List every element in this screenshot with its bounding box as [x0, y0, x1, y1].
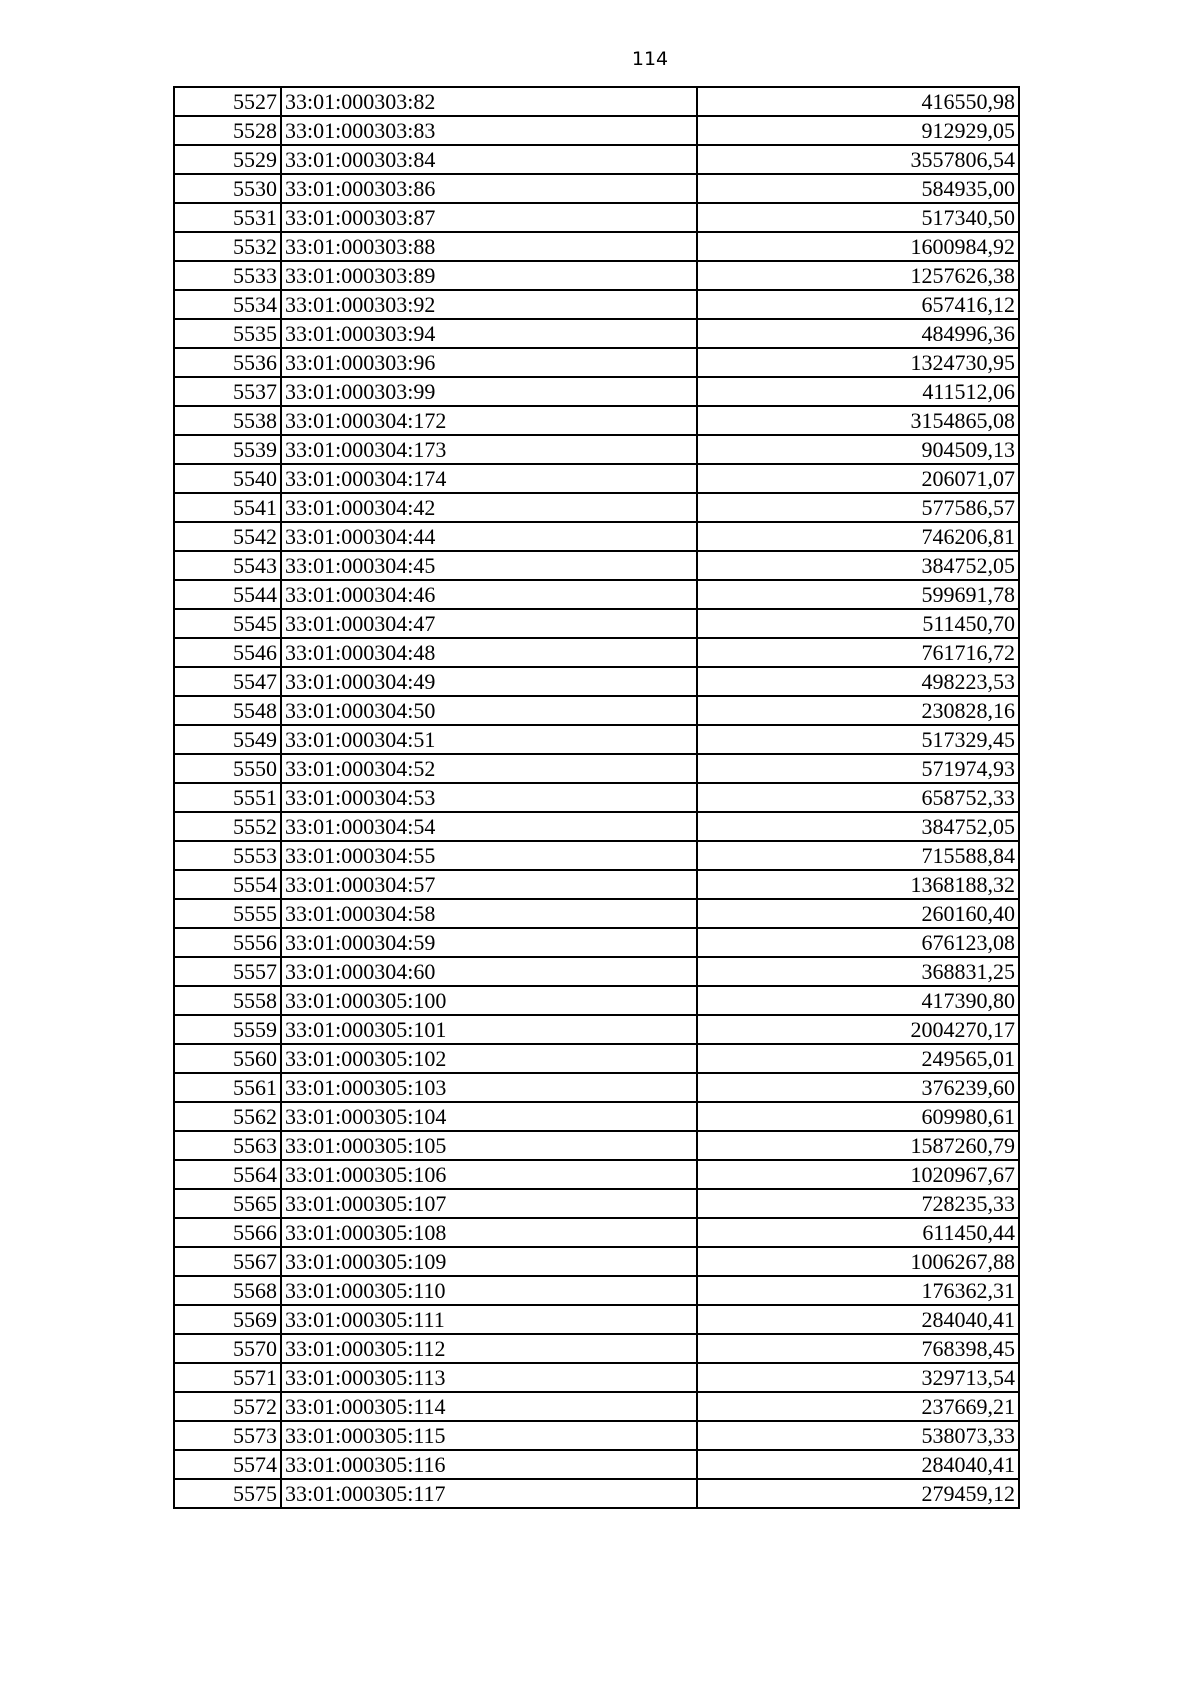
row-number-cell: 5575 — [174, 1479, 281, 1508]
cadastral-number-cell: 33:01:000304:52 — [281, 754, 697, 783]
row-number-cell: 5552 — [174, 812, 281, 841]
cadastral-number-cell: 33:01:000303:82 — [281, 87, 697, 116]
cadastral-number-cell: 33:01:000305:114 — [281, 1392, 697, 1421]
cadastral-number-cell: 33:01:000303:92 — [281, 290, 697, 319]
table-row — [174, 899, 1019, 928]
cadastral-number-cell: 33:01:000305:116 — [281, 1450, 697, 1479]
table-row — [174, 841, 1019, 870]
row-number-cell: 5557 — [174, 957, 281, 986]
row-number-cell: 5531 — [174, 203, 281, 232]
cadastral-number-cell: 33:01:000305:103 — [281, 1073, 697, 1102]
cadastral-number-cell: 33:01:000305:105 — [281, 1131, 697, 1160]
row-number-cell: 5547 — [174, 667, 281, 696]
row-number-cell: 5536 — [174, 348, 281, 377]
cadastral-number-cell: 33:01:000305:117 — [281, 1479, 697, 1508]
table-row — [174, 812, 1019, 841]
row-number-cell: 5571 — [174, 1363, 281, 1392]
cadastral-number-cell: 33:01:000304:57 — [281, 870, 697, 899]
table-row — [174, 551, 1019, 580]
row-number-cell: 5572 — [174, 1392, 281, 1421]
cadastral-value-cell: 1020967,67 — [697, 1160, 1019, 1189]
table-row — [174, 609, 1019, 638]
cadastral-value-cell: 658752,33 — [697, 783, 1019, 812]
cadastral-number-cell: 33:01:000304:46 — [281, 580, 697, 609]
table-row — [174, 522, 1019, 551]
row-number-cell: 5548 — [174, 696, 281, 725]
cadastral-value-cell: 761716,72 — [697, 638, 1019, 667]
row-number-cell: 5527 — [174, 87, 281, 116]
cadastral-value-cell: 206071,07 — [697, 464, 1019, 493]
cadastral-number-cell: 33:01:000305:107 — [281, 1189, 697, 1218]
row-number-cell: 5530 — [174, 174, 281, 203]
row-number-cell: 5570 — [174, 1334, 281, 1363]
cadastral-number-cell: 33:01:000305:101 — [281, 1015, 697, 1044]
cadastral-value-cell: 609980,61 — [697, 1102, 1019, 1131]
cadastral-number-cell: 33:01:000303:94 — [281, 319, 697, 348]
row-number-cell: 5538 — [174, 406, 281, 435]
cadastral-value-cell: 538073,33 — [697, 1421, 1019, 1450]
cadastral-value-cell: 517340,50 — [697, 203, 1019, 232]
cadastral-value-cell: 260160,40 — [697, 899, 1019, 928]
cadastral-number-cell: 33:01:000303:83 — [281, 116, 697, 145]
row-number-cell: 5543 — [174, 551, 281, 580]
table-row — [174, 203, 1019, 232]
cadastral-number-cell: 33:01:000304:42 — [281, 493, 697, 522]
cadastral-number-cell: 33:01:000304:51 — [281, 725, 697, 754]
row-number-cell: 5545 — [174, 609, 281, 638]
row-number-cell: 5564 — [174, 1160, 281, 1189]
table-row — [174, 435, 1019, 464]
cadastral-number-cell: 33:01:000304:60 — [281, 957, 697, 986]
cadastral-value-cell: 230828,16 — [697, 696, 1019, 725]
table-row — [174, 145, 1019, 174]
row-number-cell: 5529 — [174, 145, 281, 174]
table-row — [174, 1131, 1019, 1160]
cadastral-value-cell: 1600984,92 — [697, 232, 1019, 261]
cadastral-value-cell: 1006267,88 — [697, 1247, 1019, 1276]
row-number-cell: 5546 — [174, 638, 281, 667]
cadastral-value-cell: 3154865,08 — [697, 406, 1019, 435]
cadastral-number-cell: 33:01:000305:100 — [281, 986, 697, 1015]
cadastral-value-cell: 411512,06 — [697, 377, 1019, 406]
cadastral-value-cell: 657416,12 — [697, 290, 1019, 319]
cadastral-number-cell: 33:01:000304:53 — [281, 783, 697, 812]
row-number-cell: 5555 — [174, 899, 281, 928]
table-row — [174, 1218, 1019, 1247]
cadastral-value-cell: 1368188,32 — [697, 870, 1019, 899]
cadastral-value-cell: 1257626,38 — [697, 261, 1019, 290]
cadastral-value-cell: 904509,13 — [697, 435, 1019, 464]
cadastral-value-cell: 1587260,79 — [697, 1131, 1019, 1160]
row-number-cell: 5532 — [174, 232, 281, 261]
table-row — [174, 1189, 1019, 1218]
cadastral-value-cell: 1324730,95 — [697, 348, 1019, 377]
cadastral-number-cell: 33:01:000305:102 — [281, 1044, 697, 1073]
table-row — [174, 1044, 1019, 1073]
cadastral-number-cell: 33:01:000303:88 — [281, 232, 697, 261]
cadastral-number-cell: 33:01:000304:172 — [281, 406, 697, 435]
table-row — [174, 261, 1019, 290]
row-number-cell: 5561 — [174, 1073, 281, 1102]
table-row — [174, 406, 1019, 435]
table-row — [174, 1247, 1019, 1276]
cadastral-value-cell: 416550,98 — [697, 87, 1019, 116]
table-row — [174, 377, 1019, 406]
row-number-cell: 5533 — [174, 261, 281, 290]
table-row — [174, 174, 1019, 203]
cadastral-number-cell: 33:01:000304:58 — [281, 899, 697, 928]
row-number-cell: 5541 — [174, 493, 281, 522]
table-row — [174, 1363, 1019, 1392]
cadastral-number-cell: 33:01:000303:96 — [281, 348, 697, 377]
cadastral-value-cell: 584935,00 — [697, 174, 1019, 203]
table-row — [174, 725, 1019, 754]
table-row — [174, 580, 1019, 609]
cadastral-number-cell: 33:01:000304:45 — [281, 551, 697, 580]
row-number-cell: 5537 — [174, 377, 281, 406]
row-number-cell: 5563 — [174, 1131, 281, 1160]
cadastral-number-cell: 33:01:000304:55 — [281, 841, 697, 870]
cadastral-number-cell: 33:01:000303:89 — [281, 261, 697, 290]
row-number-cell: 5560 — [174, 1044, 281, 1073]
table-row — [174, 870, 1019, 899]
table-row — [174, 1073, 1019, 1102]
row-number-cell: 5558 — [174, 986, 281, 1015]
cadastral-value-cell: 176362,31 — [697, 1276, 1019, 1305]
cadastral-value-cell: 329713,54 — [697, 1363, 1019, 1392]
cadastral-number-cell: 33:01:000305:104 — [281, 1102, 697, 1131]
table-body — [174, 87, 1019, 1508]
cadastral-number-cell: 33:01:000303:99 — [281, 377, 697, 406]
table-row — [174, 464, 1019, 493]
row-number-cell: 5568 — [174, 1276, 281, 1305]
cadastral-value-cell: 249565,01 — [697, 1044, 1019, 1073]
cadastral-value-cell: 384752,05 — [697, 551, 1019, 580]
cadastral-number-cell: 33:01:000303:86 — [281, 174, 697, 203]
cadastral-value-cell: 284040,41 — [697, 1450, 1019, 1479]
cadastral-number-cell: 33:01:000303:84 — [281, 145, 697, 174]
cadastral-value-cell: 599691,78 — [697, 580, 1019, 609]
cadastral-value-cell: 376239,60 — [697, 1073, 1019, 1102]
row-number-cell: 5567 — [174, 1247, 281, 1276]
row-number-cell: 5554 — [174, 870, 281, 899]
row-number-cell: 5549 — [174, 725, 281, 754]
row-number-cell: 5539 — [174, 435, 281, 464]
cadastral-value-cell: 676123,08 — [697, 928, 1019, 957]
row-number-cell: 5551 — [174, 783, 281, 812]
table-row — [174, 1421, 1019, 1450]
table-row — [174, 957, 1019, 986]
cadastral-number-cell: 33:01:000304:47 — [281, 609, 697, 638]
cadastral-value-cell: 715588,84 — [697, 841, 1019, 870]
cadastral-number-cell: 33:01:000304:173 — [281, 435, 697, 464]
cadastral-number-cell: 33:01:000305:106 — [281, 1160, 697, 1189]
cadastral-value-cell: 511450,70 — [697, 609, 1019, 638]
row-number-cell: 5544 — [174, 580, 281, 609]
row-number-cell: 5542 — [174, 522, 281, 551]
row-number-cell: 5535 — [174, 319, 281, 348]
cadastral-number-cell: 33:01:000305:115 — [281, 1421, 697, 1450]
row-number-cell: 5562 — [174, 1102, 281, 1131]
cadastral-number-cell: 33:01:000305:110 — [281, 1276, 697, 1305]
cadastral-value-table — [173, 86, 1020, 1509]
row-number-cell: 5550 — [174, 754, 281, 783]
table-row — [174, 696, 1019, 725]
cadastral-number-cell: 33:01:000304:49 — [281, 667, 697, 696]
table-row — [174, 1305, 1019, 1334]
cadastral-value-cell: 611450,44 — [697, 1218, 1019, 1247]
cadastral-value-cell: 571974,93 — [697, 754, 1019, 783]
table-row — [174, 783, 1019, 812]
table-row — [174, 290, 1019, 319]
row-number-cell: 5534 — [174, 290, 281, 319]
table-row — [174, 319, 1019, 348]
cadastral-value-cell: 284040,41 — [697, 1305, 1019, 1334]
table-row — [174, 928, 1019, 957]
table-row — [174, 116, 1019, 145]
table-row — [174, 754, 1019, 783]
cadastral-value-cell: 384752,05 — [697, 812, 1019, 841]
cadastral-value-cell: 237669,21 — [697, 1392, 1019, 1421]
page-number: 114 — [631, 48, 669, 70]
table-row — [174, 348, 1019, 377]
cadastral-number-cell: 33:01:000304:54 — [281, 812, 697, 841]
row-number-cell: 5573 — [174, 1421, 281, 1450]
row-number-cell: 5528 — [174, 116, 281, 145]
cadastral-number-cell: 33:01:000305:108 — [281, 1218, 697, 1247]
cadastral-value-cell: 728235,33 — [697, 1189, 1019, 1218]
cadastral-number-cell: 33:01:000305:111 — [281, 1305, 697, 1334]
row-number-cell: 5556 — [174, 928, 281, 957]
cadastral-value-cell: 368831,25 — [697, 957, 1019, 986]
cadastral-number-cell: 33:01:000305:109 — [281, 1247, 697, 1276]
cadastral-number-cell: 33:01:000305:112 — [281, 1334, 697, 1363]
cadastral-number-cell: 33:01:000304:50 — [281, 696, 697, 725]
table-row — [174, 986, 1019, 1015]
cadastral-value-cell: 768398,45 — [697, 1334, 1019, 1363]
cadastral-value-cell: 746206,81 — [697, 522, 1019, 551]
row-number-cell: 5566 — [174, 1218, 281, 1247]
cadastral-value-cell: 279459,12 — [697, 1479, 1019, 1508]
table-row — [174, 1160, 1019, 1189]
cadastral-number-cell: 33:01:000304:48 — [281, 638, 697, 667]
row-number-cell: 5565 — [174, 1189, 281, 1218]
cadastral-value-cell: 2004270,17 — [697, 1015, 1019, 1044]
table-row — [174, 1015, 1019, 1044]
table-row — [174, 232, 1019, 261]
cadastral-value-cell: 577586,57 — [697, 493, 1019, 522]
cadastral-value-cell: 484996,36 — [697, 319, 1019, 348]
row-number-cell: 5540 — [174, 464, 281, 493]
cadastral-value-cell: 912929,05 — [697, 116, 1019, 145]
row-number-cell: 5574 — [174, 1450, 281, 1479]
cadastral-value-cell: 498223,53 — [697, 667, 1019, 696]
table-row — [174, 87, 1019, 116]
table-row — [174, 667, 1019, 696]
table-row — [174, 1392, 1019, 1421]
cadastral-value-cell: 3557806,54 — [697, 145, 1019, 174]
cadastral-number-cell: 33:01:000304:174 — [281, 464, 697, 493]
cadastral-value-cell: 517329,45 — [697, 725, 1019, 754]
row-number-cell: 5569 — [174, 1305, 281, 1334]
table-row — [174, 1334, 1019, 1363]
cadastral-value-cell: 417390,80 — [697, 986, 1019, 1015]
row-number-cell: 5559 — [174, 1015, 281, 1044]
cadastral-number-cell: 33:01:000304:59 — [281, 928, 697, 957]
table-row — [174, 1276, 1019, 1305]
table-row — [174, 1479, 1019, 1508]
row-number-cell: 5553 — [174, 841, 281, 870]
table-row — [174, 1102, 1019, 1131]
table-row — [174, 638, 1019, 667]
cadastral-number-cell: 33:01:000303:87 — [281, 203, 697, 232]
cadastral-number-cell: 33:01:000305:113 — [281, 1363, 697, 1392]
table-row — [174, 493, 1019, 522]
cadastral-number-cell: 33:01:000304:44 — [281, 522, 697, 551]
table-row — [174, 1450, 1019, 1479]
